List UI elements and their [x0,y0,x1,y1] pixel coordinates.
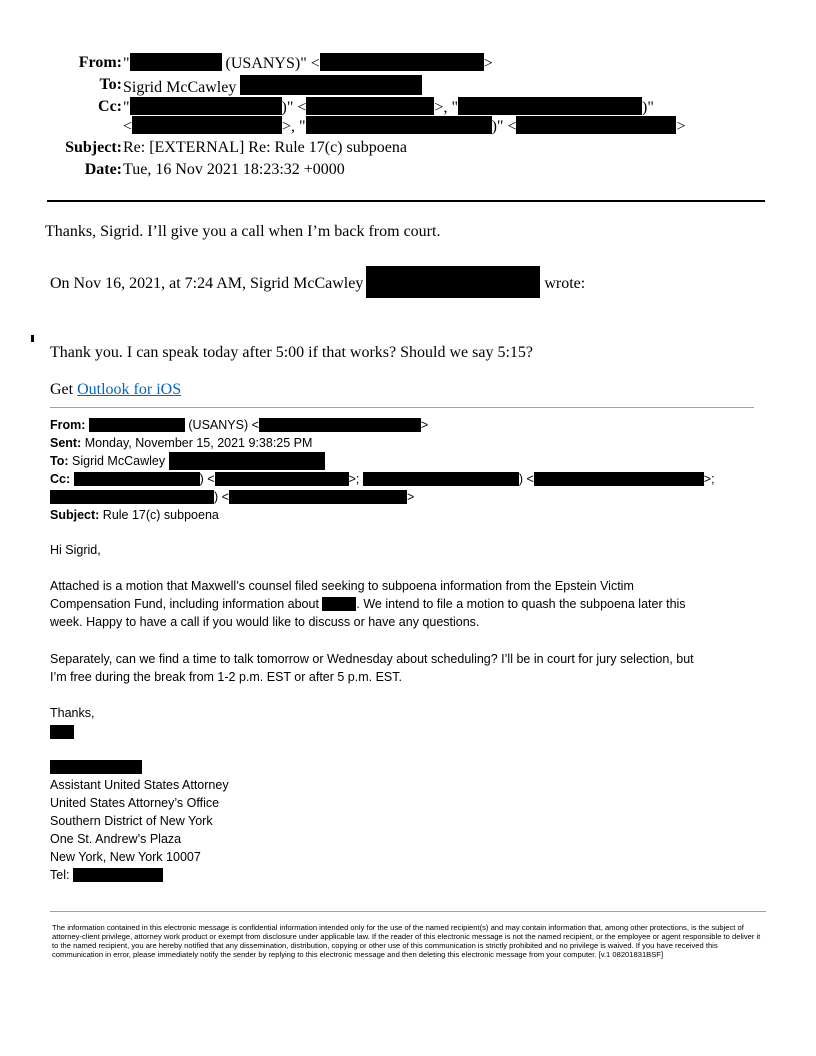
sig-title: Assistant United States Attorney [50,778,229,792]
date-label: Date: [84,161,122,178]
subject-label: Subject: [65,139,122,156]
redaction-initials [50,725,74,739]
redaction [363,472,519,486]
outer-from-value: " (USANYS)" < > [123,55,493,72]
redaction [366,266,540,298]
redaction [306,116,492,134]
redaction [215,472,349,486]
quote-marker [31,335,34,342]
to-label: To: [99,76,122,93]
outer-cc-line2: < >, " )" < > [123,118,686,135]
header-divider [47,200,765,202]
inner-to: To: Sigrid McCawley [50,452,325,470]
redaction [89,418,185,432]
outlook-ios-link[interactable]: Outlook for iOS [77,381,182,398]
para2-line2: I’m free during the break from 1-2 p.m. EST or after 5 p.m. EST. [50,670,402,684]
sig-address1: One St. Andrew’s Plaza [50,832,182,846]
inner-cc-line2: ) < > [50,488,414,506]
outer-cc-line1: " )" < >, " )" [123,99,654,116]
redaction [516,116,676,134]
from-label: From: [78,54,122,71]
cc-label: Cc: [98,98,122,115]
redaction [320,53,484,71]
outer-subject-value: Re: [EXTERNAL] Re: Rule 17(c) subpoena [123,139,407,156]
reply-text: Thanks, Sigrid. I’ll give you a call when I’m back from court. [45,223,441,240]
redaction [169,452,325,470]
signoff: Thanks, [50,706,95,720]
inner-subject: Subject: Rule 17(c) subpoena [50,508,219,522]
para2-line1: Separately, can we find a time to talk tomorrow or Wednesday about scheduling? I’ll be in court for jury selection, but [50,652,694,666]
para1-line3: week. Happy to have a call if you would like to discuss or have any questions. [50,615,480,629]
disclaimer: The information contained in this electronic message is confidential information intended only for the use of the named recipient(s) and may contain information that, among other protections, is the subject of attorney-client privilege, attorney work product or exempt from disclosure under applicable law. If the reader of this electronic message is not the named recipient, or the employee or agent responsible to deliver it to the named recipient, you are hereby notified that any dissemination, distribution, copying or other use of this communication is strictly prohibited and no privilege is waived. If you have received this communication in error, please immediately notify the sender by replying to this electronic message and then deleting this electronic message from your computer. [v.1 08201831BSF] [52,923,761,959]
redaction [240,75,422,95]
greeting: Hi Sigrid, [50,543,101,557]
inner-from: From: (USANYS) < > [50,418,429,432]
quoted-divider [50,407,754,408]
sig-office: United States Attorney’s Office [50,796,220,810]
redaction [534,472,704,486]
redaction [50,490,214,504]
redaction [130,53,222,71]
redaction [74,472,200,486]
outlook-line: Get Outlook for iOS [50,381,182,398]
redaction [73,868,163,882]
outer-to-value: Sigrid McCawley [123,75,422,98]
quote-intro: On Nov 16, 2021, at 7:24 AM, Sigrid McCawley wrote: [50,266,585,300]
redaction [458,97,642,115]
redaction-name [50,760,142,774]
outer-date-value: Tue, 16 Nov 2021 18:23:32 +0000 [123,161,345,178]
footer-divider [50,911,766,912]
sig-address2: New York, New York 10007 [50,850,201,864]
para1-line1: Attached is a motion that Maxwell’s counsel filed seeking to subpoena information from the Epstein Victim [50,579,634,593]
para1-line2: Compensation Fund, including information about . We intend to file a motion to quash the subpoena later this [50,597,686,611]
redaction [322,597,356,611]
redaction [132,116,282,134]
inner-sent: Sent: Monday, November 15, 2021 9:38:25 PM [50,436,313,450]
inner-cc-line1: Cc: ) < >; ) < >; [50,472,715,486]
redaction [306,97,434,115]
redaction [130,97,282,115]
sig-district: Southern District of New York [50,814,213,828]
redaction [259,418,421,432]
redaction [229,490,407,504]
quoted-text: Thank you. I can speak today after 5:00 if that works? Should we say 5:15? [50,344,533,361]
sig-tel: Tel: [50,866,163,884]
